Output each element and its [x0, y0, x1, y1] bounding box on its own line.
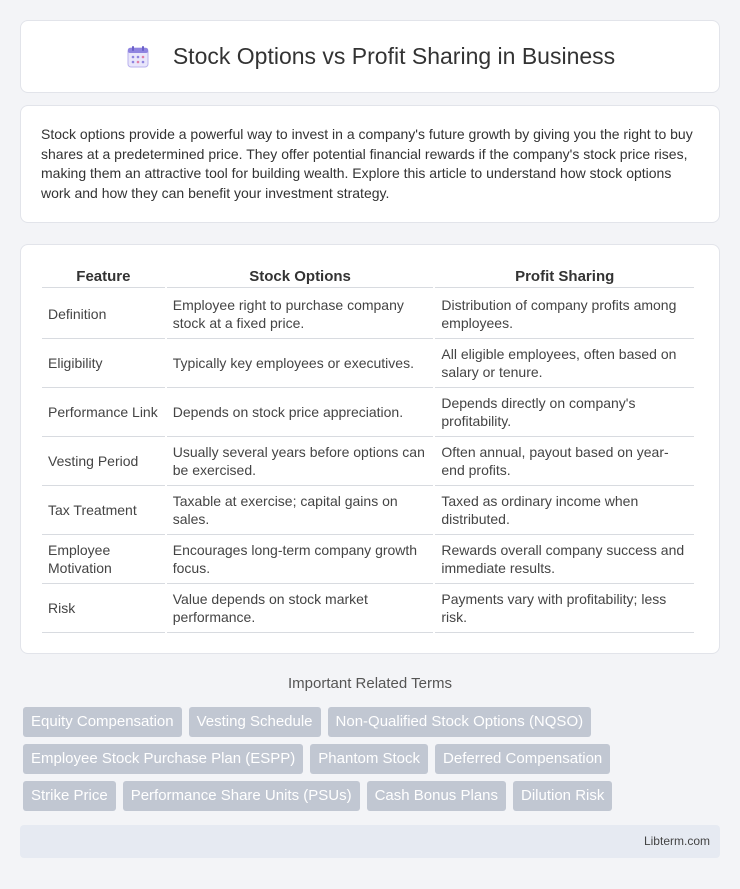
tag-espp[interactable]: Employee Stock Purchase Plan (ESPP): [23, 744, 303, 774]
footer-site-link[interactable]: Libterm.com: [643, 834, 710, 848]
stock-options-cell: Value depends on stock market performance.: [167, 584, 434, 633]
header-card: [20, 20, 720, 93]
tag-cash-bonus-plans[interactable]: Cash Bonus Plans: [367, 781, 506, 811]
stock-options-cell: Employee right to purchase company stock at a fixed price.: [167, 290, 434, 339]
page-title: Stock Options vs Profit Sharing in Business: [172, 43, 616, 69]
table-header-row: [42, 265, 694, 290]
tag-phantom-stock[interactable]: Phantom Stock: [310, 744, 428, 774]
tag-dilution-risk[interactable]: Dilution Risk: [513, 781, 612, 811]
feature-cell: Employee Motivation: [42, 535, 165, 584]
profit-sharing-cell: Rewards overall company success and immediate results.: [435, 535, 694, 584]
table-row: [42, 388, 694, 437]
feature-cell: Performance Link: [42, 388, 165, 437]
table-row: [42, 486, 694, 535]
profit-sharing-cell: Payments vary with profitability; less risk.: [435, 584, 694, 633]
comparison-card: [20, 244, 720, 654]
tag-strike-price[interactable]: Strike Price: [23, 781, 116, 811]
profit-sharing-cell: Taxed as ordinary income when distributed.: [435, 486, 694, 535]
stock-options-cell: Usually several years before options can be exercised.: [167, 437, 434, 486]
feature-cell: Eligibility: [42, 339, 165, 388]
title-wrap: [125, 43, 615, 70]
feature-cell: Tax Treatment: [42, 486, 165, 535]
profit-sharing-cell: Often annual, payout based on year-end profits.: [435, 437, 694, 486]
stock-options-cell: Taxable at exercise; capital gains on sales.: [167, 486, 434, 535]
header-stock-options: Stock Options: [167, 265, 434, 290]
table-row: [42, 584, 694, 633]
stock-options-cell: Encourages long-term company growth focus.: [167, 535, 434, 584]
tag-nqso[interactable]: Non-Qualified Stock Options (NQSO): [328, 707, 592, 737]
profit-sharing-cell: Distribution of company profits among employees.: [435, 290, 694, 339]
tag-psus[interactable]: Performance Share Units (PSUs): [123, 781, 360, 811]
intro-card: [20, 105, 720, 223]
tag-row: [23, 781, 723, 811]
related-terms-tags: [23, 707, 723, 818]
related-terms-title: Important Related Terms: [288, 675, 452, 692]
table-row: [42, 437, 694, 486]
header-profit-sharing: Profit Sharing: [435, 265, 694, 290]
stock-options-cell: Typically key employees or executives.: [167, 339, 434, 388]
table-row: [42, 339, 694, 388]
tag-vesting-schedule[interactable]: Vesting Schedule: [189, 707, 321, 737]
feature-cell: Vesting Period: [42, 437, 165, 486]
footer-bar: [20, 825, 720, 858]
tag-row: [23, 707, 723, 737]
profit-sharing-cell: All eligible employees, often based on salary or tenure.: [435, 339, 694, 388]
calendar-icon: [125, 44, 151, 70]
tag-deferred-compensation[interactable]: Deferred Compensation: [435, 744, 610, 774]
table-row: [42, 290, 694, 339]
feature-cell: Risk: [42, 584, 165, 633]
tag-equity-compensation[interactable]: Equity Compensation: [23, 707, 182, 737]
profit-sharing-cell: Depends directly on company's profitability.: [435, 388, 694, 437]
table-row: [42, 535, 694, 584]
tag-row: [23, 744, 723, 774]
stock-options-cell: Depends on stock price appreciation.: [167, 388, 434, 437]
comparison-table: [40, 265, 696, 633]
feature-cell: Definition: [42, 290, 165, 339]
intro-text: Stock options provide a powerful way to invest in a company's future growth by giving you the right to buy shares at a predetermined price. They offer potential financial rewards if the company's stock price rises, making them an attractive tool for building wealth. Explore this article to understand how stock options work and how they can benefit your investment strategy.: [41, 126, 693, 201]
header-feature: Feature: [42, 265, 165, 290]
